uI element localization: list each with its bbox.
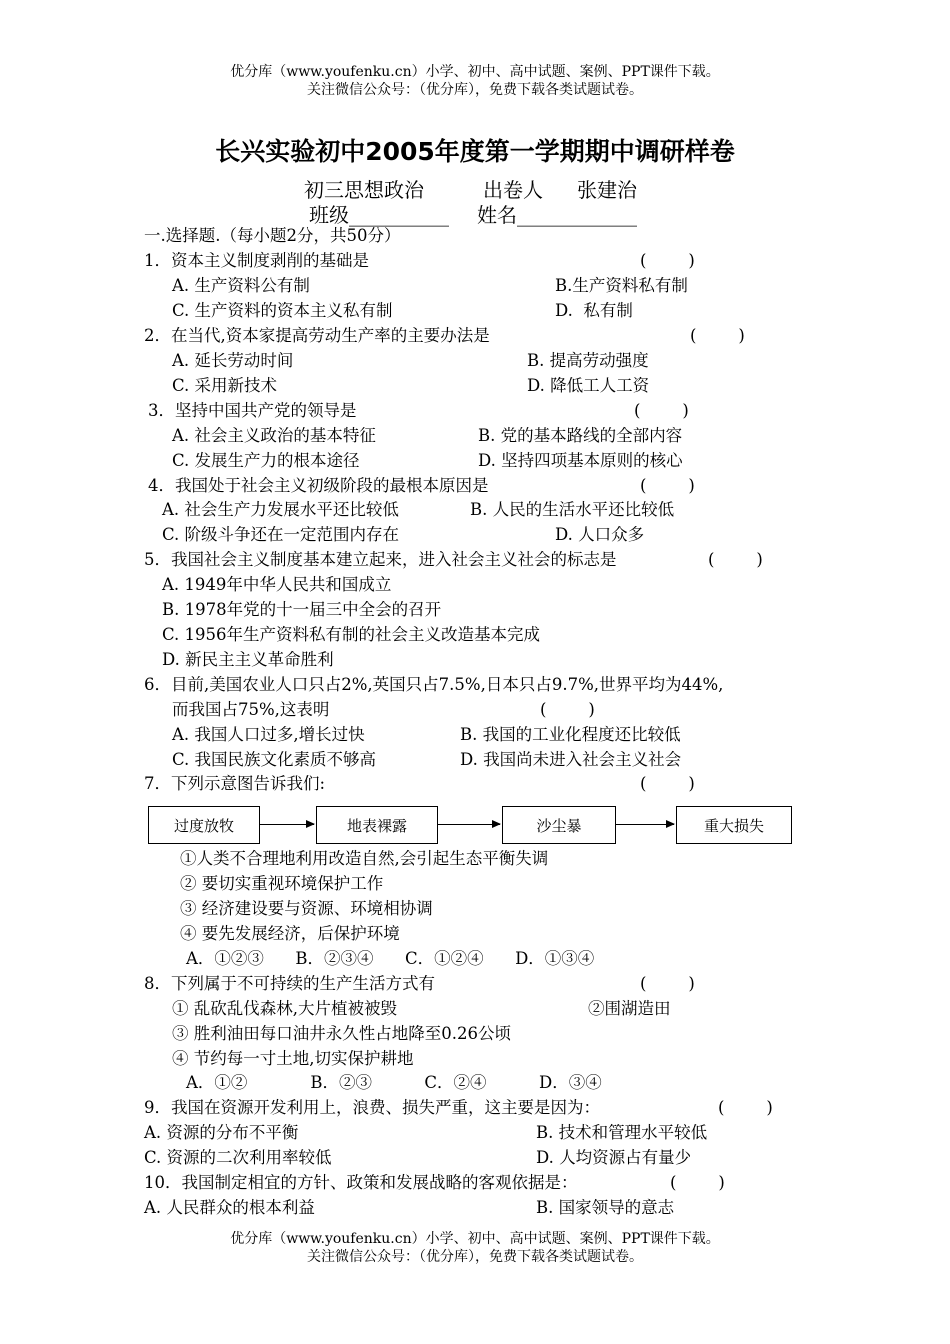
flow-box-2 — [316, 806, 438, 844]
answer-bracket-5: ( ) — [708, 550, 763, 569]
q8-statement-4: ④ 节约每一寸土地,切实保护耕地 — [172, 1049, 414, 1068]
q3-option-a: A. 社会主义政治的基本特征 — [172, 426, 376, 445]
q7-statement-4: ④ 要先发展经济，后保护环境 — [180, 924, 400, 943]
flow-arrow-3 — [616, 824, 674, 825]
q2-option-b: B. 提高劳动强度 — [527, 351, 649, 370]
q2-option-d: D. 降低工人工资 — [527, 376, 650, 395]
q10-option-b: B. 国家领导的意志 — [536, 1198, 675, 1217]
question-5: 5．我国社会主义制度基本建立起来，进入社会主义社会的标志是 — [144, 550, 617, 569]
q7-statement-3: ③ 经济建设要与资源、环境相协调 — [180, 899, 433, 918]
q6-option-a: A. 我国人口过多,增长过快 — [172, 725, 365, 744]
q7-statement-2: ② 要切实重视环境保护工作 — [180, 874, 384, 893]
q2-option-c: C. 采用新技术 — [172, 376, 278, 395]
question-9: 9．我国在资源开发利用上，浪费、损失严重，这主要是因为： — [144, 1098, 600, 1117]
q3-option-c: C. 发展生产力的根本途径 — [172, 451, 360, 470]
flow-box-1 — [148, 806, 260, 844]
question-10: 10．我国制定相宜的方针、政策和发展战略的客观依据是： — [144, 1173, 578, 1192]
q10-option-a: A. 人民群众的根本利益 — [144, 1198, 315, 1217]
name-field: 姓名____________ — [477, 203, 637, 227]
q9-option-c: C. 资源的二次利用率较低 — [144, 1148, 332, 1167]
answer-bracket-6: ( ) — [540, 700, 595, 719]
flow-box-3 — [502, 806, 616, 844]
q9-option-b: B. 技术和管理水平较低 — [536, 1123, 708, 1142]
q4-option-d: D. 人口众多 — [555, 525, 645, 544]
subject: 初三思想政治 — [304, 178, 424, 202]
q5-option-c: C. 1956年生产资料私有制的社会主义改造基本完成 — [162, 625, 541, 644]
question-6: 6．目前,美国农业人口只占2%,英国只占7.5%,日本只占9.7%,世界平均为44%, — [144, 675, 724, 694]
q6-option-b: B. 我国的工业化程度还比较低 — [460, 725, 681, 744]
q3-option-b: B. 党的基本路线的全部内容 — [478, 426, 683, 445]
question-1: 1．资本主义制度剥削的基础是 — [144, 251, 369, 270]
q8-statement-2: ②围湖造田 — [588, 999, 671, 1018]
answer-bracket-8: ( ) — [640, 974, 695, 993]
q1-option-a: A. 生产资料公有制 — [172, 276, 310, 295]
flow-label-2: 地表裸露 — [346, 816, 407, 835]
header-line-1: 优分库（www.youfenku.cn）小学、初中、高中试题、案例、PPT课件下载。 — [230, 64, 720, 80]
question-2: 2．在当代,资本家提高劳动生产率的主要办法是 — [144, 326, 490, 345]
q1-option-d: D. 私有制 — [555, 301, 633, 320]
question-4: 4．我国处于社会主义初级阶段的最根本原因是 — [148, 476, 489, 495]
q5-option-b: B. 1978年党的十一届三中全会的召开 — [162, 600, 442, 619]
question-7: 7．下列示意图告诉我们: — [144, 774, 326, 793]
q7-statement-1: ①人类不合理地利用改造自然,会引起生态平衡失调 — [180, 849, 549, 868]
section-heading: 一.选择题.（每小题2分，共50分） — [144, 226, 401, 245]
author-label: 出卷人 — [483, 178, 543, 202]
answer-bracket-4: ( ) — [640, 476, 695, 495]
answer-bracket-9: ( ) — [718, 1098, 773, 1117]
q1-option-c: C. 生产资料的资本主义私有制 — [172, 301, 393, 320]
q4-option-c: C. 阶级斗争还在一定范围内存在 — [162, 525, 400, 544]
question-8: 8．下列属于不可持续的生产生活方式有 — [144, 974, 435, 993]
question-6-cont: 而我国占75%,这表明 — [172, 700, 330, 719]
q4-option-b: B. 人民的生活水平还比较低 — [470, 500, 675, 519]
q8-statement-1: ① 乱砍乱伐森林,大片植被被毁 — [172, 999, 397, 1018]
q6-option-c: C. 我国民族文化素质不够高 — [172, 750, 377, 769]
header-line-2: 关注微信公众号：（优分库），免费下载各类试题试卷。 — [307, 82, 643, 98]
q9-option-d: D. 人均资源占有量少 — [536, 1148, 692, 1167]
answer-bracket-1: ( ) — [640, 251, 695, 270]
q1-option-b: B.生产资料私有制 — [555, 276, 688, 295]
q9-option-a: A. 资源的分布不平衡 — [144, 1123, 299, 1142]
answer-bracket-3: ( ) — [634, 401, 689, 420]
footer-line-1: 优分库（www.youfenku.cn）小学、初中、高中试题、案例、PPT课件下载。 — [230, 1231, 720, 1247]
answer-bracket-2: ( ) — [690, 326, 745, 345]
flow-arrow-2 — [438, 824, 500, 825]
flow-box-4 — [676, 806, 792, 844]
q5-option-a: A. 1949年中华人民共和国成立 — [162, 575, 392, 594]
footer-line-2: 关注微信公众号：（优分库），免费下载各类试题试卷。 — [307, 1249, 643, 1265]
q5-option-d: D. 新民主主义革命胜利 — [162, 650, 334, 669]
question-3: 3．坚持中国共产党的领导是 — [148, 401, 357, 420]
flow-label-3: 沙尘暴 — [536, 816, 582, 835]
q2-option-a: A. 延长劳动时间 — [172, 351, 294, 370]
q3-option-d: D. 坚持四项基本原则的核心 — [478, 451, 683, 470]
flow-label-1: 过度放牧 — [173, 816, 234, 835]
answer-bracket-10: ( ) — [670, 1173, 725, 1192]
flow-label-4: 重大损失 — [703, 816, 764, 835]
q8-statement-3: ③ 胜利油田每口油井永久性占地降至0.26公顷 — [172, 1024, 511, 1043]
q4-option-a: A. 社会生产力发展水平还比较低 — [162, 500, 399, 519]
q7-options: A．①②③ B．②③④ C．①②④ D．①③④ — [186, 949, 595, 968]
answer-bracket-7: ( ) — [640, 774, 695, 793]
q6-option-d: D. 我国尚未进入社会主义社会 — [460, 750, 682, 769]
author-name: 张建治 — [577, 178, 637, 202]
q8-options: A．①② B．②③ C．②④ D．③④ — [186, 1073, 602, 1092]
page-title: 长兴实验初中2005年度第一学期期中调研样卷 — [215, 137, 735, 166]
class-field: 班级__________ — [309, 203, 449, 227]
flow-arrow-1 — [260, 824, 314, 825]
